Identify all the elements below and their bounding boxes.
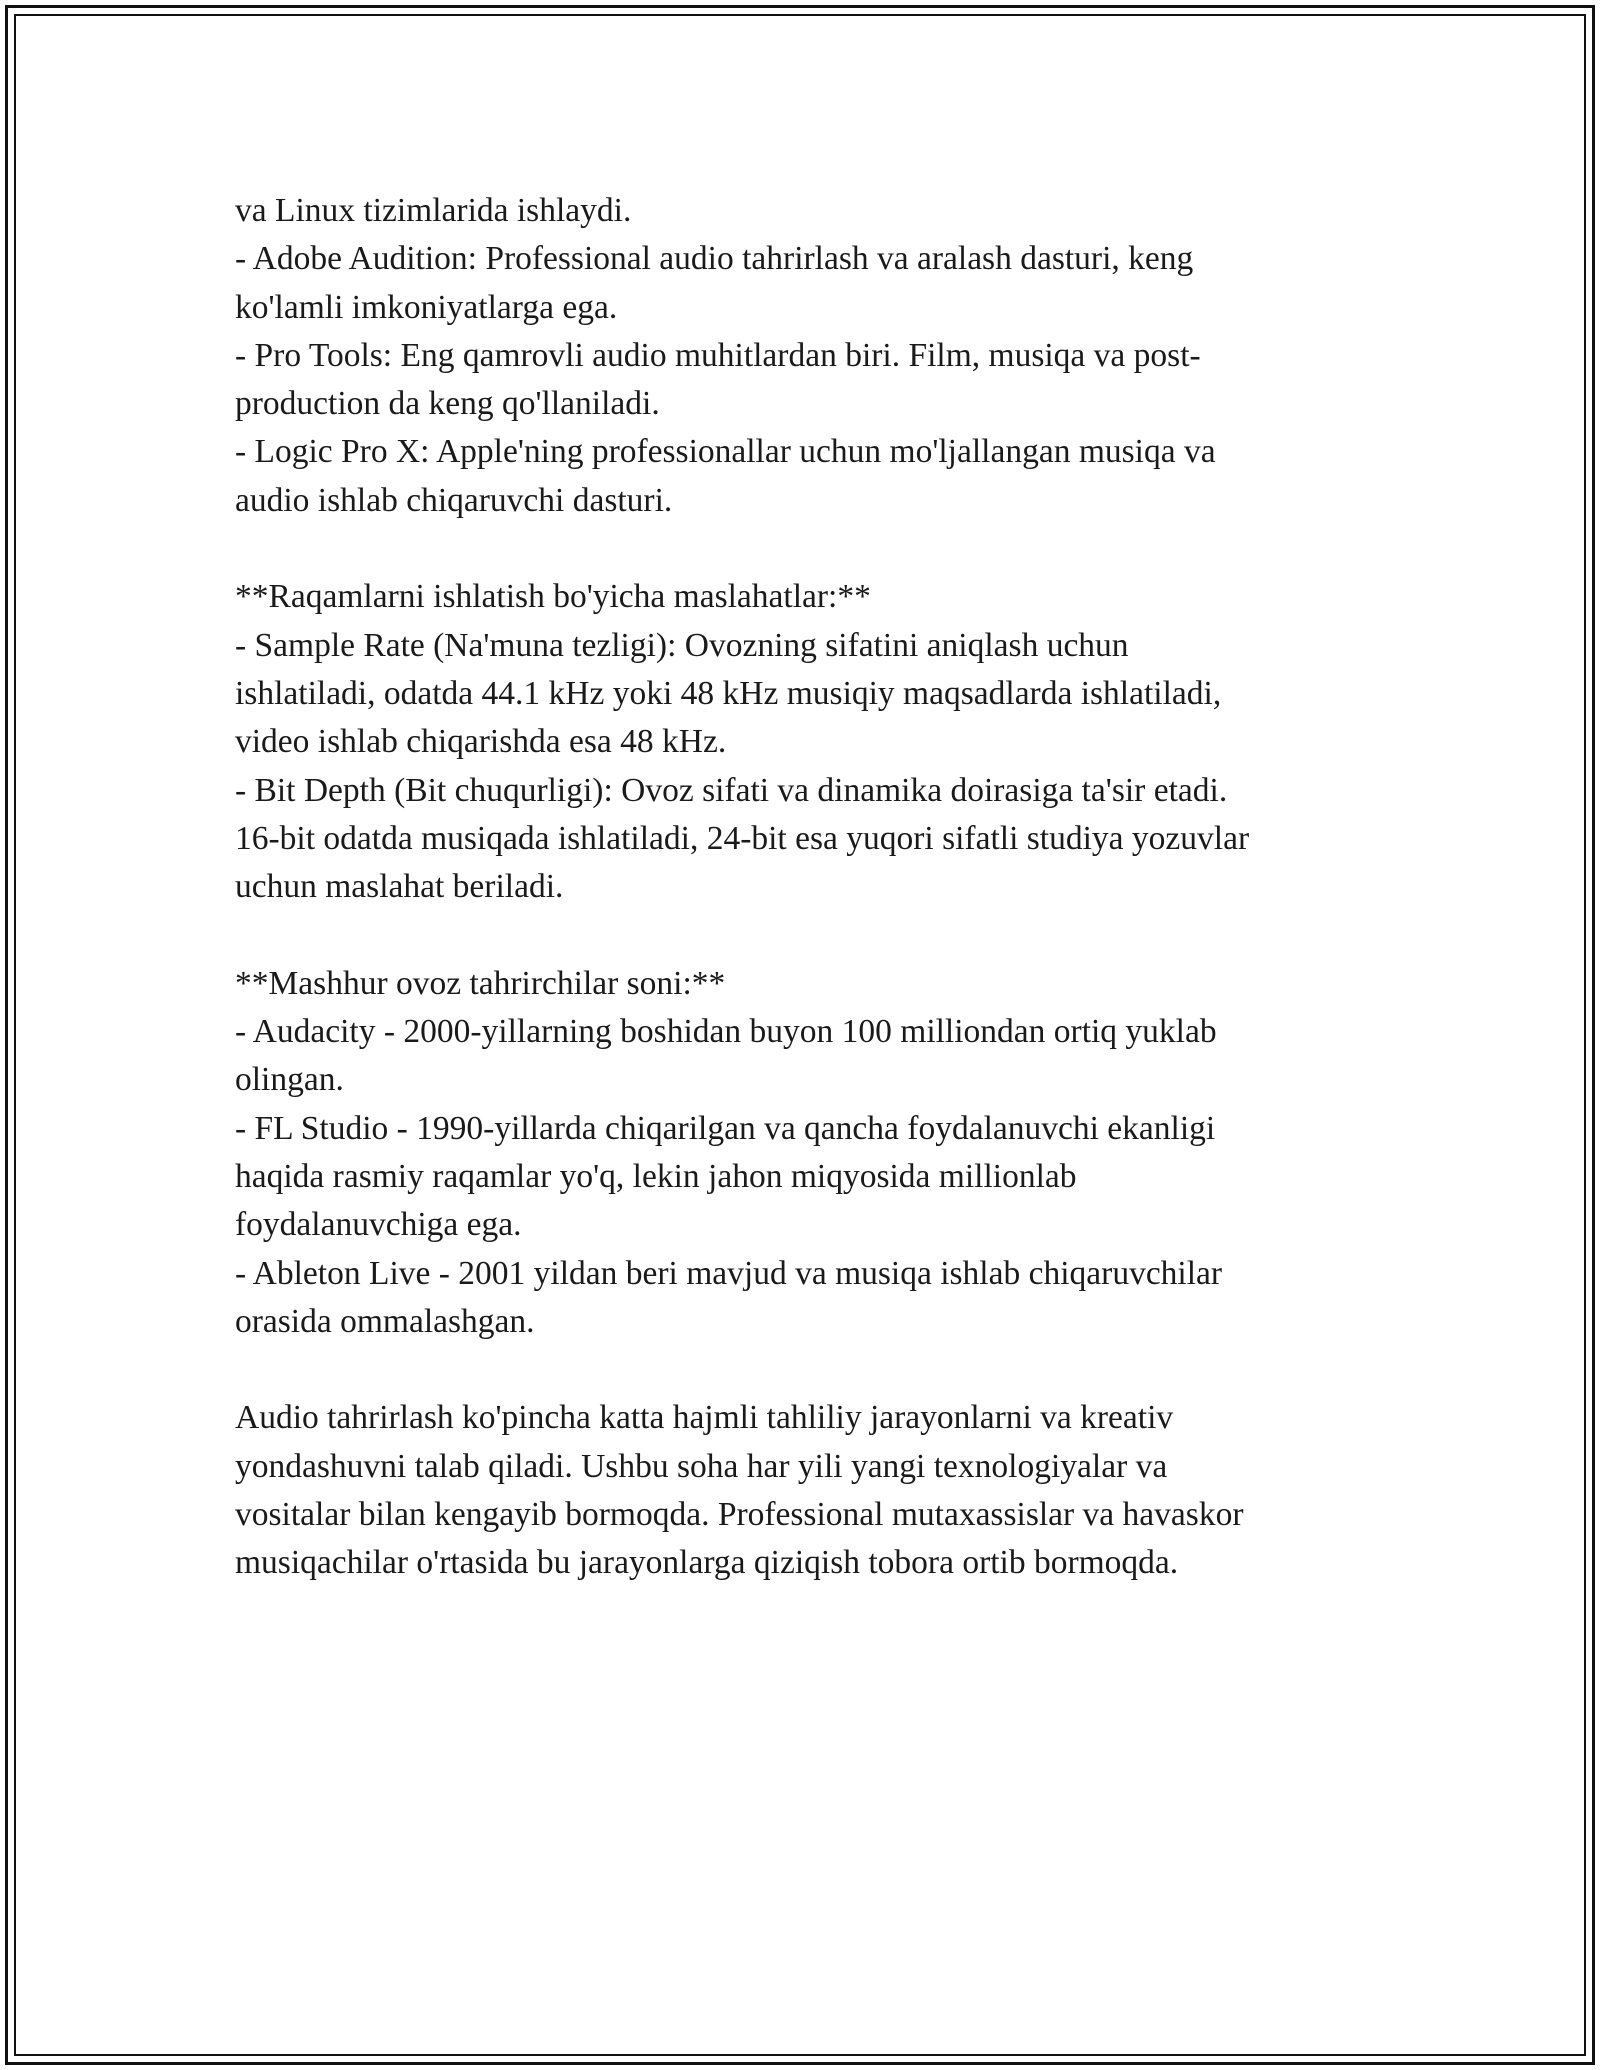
text-line: va Linux tizimlarida ishlaydi. (235, 192, 632, 229)
paragraph-gap (235, 525, 1375, 573)
paragraph-gap (235, 1346, 1375, 1394)
popular-editors-section (235, 960, 1375, 1346)
tips-section (235, 573, 1375, 911)
software-list (235, 187, 1375, 525)
text-line: haqida rasmiy raqamlar yo'q, lekin jahon miqyosida millionlab (235, 1157, 1077, 1195)
text-line: - Pro Tools: Eng qamrovli audio muhitlardan biri. Film, musiqa va post- (235, 336, 1201, 374)
paragraph-gap (235, 911, 1375, 959)
text-line: - Bit Depth (Bit chuqurligi): Ovoz sifati va dinamika doirasiga ta'sir etadi. (235, 771, 1228, 809)
text-line: uchun maslahat beriladi. (235, 868, 564, 906)
text-line: ko'lamli imkoniyatlarga ega. (235, 288, 618, 326)
text-line: - FL Studio - 1990-yillarda chiqarilgan va qancha foydalanuvchi ekanligi (235, 1109, 1216, 1147)
text-line: - Ableton Live - 2001 yildan beri mavjud va musiqa ishlab chiqaruvchilar (235, 1254, 1223, 1292)
text-line: musiqachilar o'rtasida bu jarayonlarga qiziqish tobora ortib bormoqda. (235, 1544, 1179, 1582)
text-line: - Adobe Audition: Professional audio tahrirlash va aralash dasturi, keng (235, 240, 1194, 278)
text-line: - Sample Rate (Na'muna tezligi): Ovozning sifatini aniqlash uchun (235, 626, 1129, 664)
text-line: production da keng qo'llaniladi. (235, 385, 660, 423)
text-line: olingan. (235, 1061, 344, 1099)
text-line: - Audacity - 2000-yillarning boshidan buyon 100 milliondan ortiq yuklab (235, 1013, 1217, 1051)
conclusion-paragraph (235, 1394, 1375, 1587)
text-line: vositalar bilan kengayib bormoqda. Professional mutaxassislar va havaskor (235, 1496, 1244, 1534)
text-line: ishlatiladi, odatda 44.1 kHz yoki 48 kHz musiqiy maqsadlarda ishlatiladi, (235, 674, 1222, 712)
document-body (235, 187, 1375, 1588)
text-line: - Logic Pro X: Apple'ning professionallar uchun mo'ljallangan musiqa va (235, 433, 1216, 471)
section-heading: **Raqamlarni ishlatish bo'yicha maslahatlar:** (235, 578, 871, 616)
section-heading: **Mashhur ovoz tahrirchilar soni:** (235, 964, 726, 1002)
text-line: Audio tahrirlash ko'pincha katta hajmli tahliliy jarayonlarni va kreativ (235, 1399, 1174, 1437)
text-line: 16-bit odatda musiqada ishlatiladi, 24-bit esa yuqori sifatli studiya yozuvlar (235, 819, 1250, 857)
text-line: video ishlab chiqarishda esa 48 kHz. (235, 723, 727, 761)
text-line: yondashuvni talab qiladi. Ushbu soha har yili yangi texnologiyalar va (235, 1447, 1168, 1485)
text-line: foydalanuvchiga ega. (235, 1206, 522, 1244)
text-line: orasida ommalashgan. (235, 1302, 535, 1340)
text-line: audio ishlab chiqaruvchi dasturi. (235, 481, 673, 519)
